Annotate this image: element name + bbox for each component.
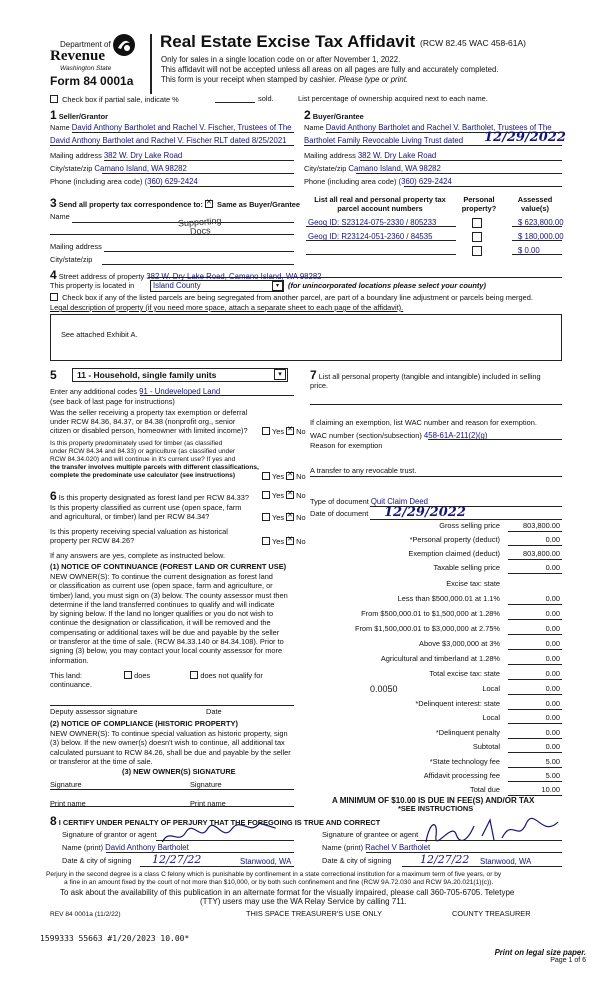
addl-codes-value[interactable]: 91 - Undeveloped Land: [139, 387, 221, 396]
exemption-value[interactable]: 803,800.00: [523, 549, 560, 558]
street-line: [148, 277, 562, 278]
tier1-label: Less than $500,000.01 at 1.1%: [397, 594, 500, 603]
sec6-q2-line2: and agricultural, or timber) land per RCW 84.34?: [50, 512, 210, 521]
seller-mail[interactable]: 382 W. Dry Lake Road: [103, 151, 183, 160]
personal-property-label: List all personal property (tangible and intangible) included in selling price.: [310, 372, 541, 391]
partial-sold-label: sold.: [258, 94, 274, 103]
sec5-q2-line5: complete the predominate use calculator (see instructions): [50, 472, 236, 479]
page-title: Real Estate Excise Tax Affidavit: [160, 32, 416, 51]
sec5-q1-line3: citizen or disabled person, homeowner with limited income)?: [50, 426, 248, 435]
notice-1-line: continue the designation or classification, it will be removed and the: [50, 618, 271, 628]
reason-label: Reason for exemption: [310, 441, 383, 450]
tier3-label: From $1,500,000.01 to $3,000,000 at 2.75%: [354, 624, 500, 633]
dept-line2: Revenue: [50, 48, 105, 64]
treasurer-use-only: THIS SPACE TREASURER'S USE ONLY: [246, 909, 383, 918]
grantor-date-line: [140, 866, 294, 867]
sec5-q2-no-checkbox[interactable]: [286, 472, 294, 480]
notice-2-line: or transferor at the time of sale.: [50, 756, 153, 766]
seller-city[interactable]: Camano Island, WA 98282: [94, 164, 187, 173]
proc-fee-label: Affidavit processing fee: [423, 771, 500, 780]
proc-fee-value[interactable]: 5.00: [545, 771, 560, 780]
subtotal-value[interactable]: 0.00: [545, 742, 560, 751]
segregated-checkbox[interactable]: [50, 293, 58, 301]
tier4-line: [508, 649, 562, 650]
sec5-q1-yes-checkbox[interactable]: [262, 427, 270, 435]
receipt-stamp: 1599333 55663 #1/20/2023 10.00*: [40, 934, 190, 943]
no-label: No: [296, 513, 306, 522]
notice-3-title: (3) NEW OWNER(S) SIGNATURE: [122, 767, 236, 776]
seller-heading: Seller/Grantor: [58, 112, 109, 121]
unincorporated-note: (for unincorporated locations please select your county): [288, 281, 486, 290]
sec5-q2-line1: Is this property predominately used for timber (as classified: [50, 440, 223, 447]
sec6-q3-yes-checkbox[interactable]: [262, 537, 270, 545]
seller-mail-label: Mailing address: [50, 151, 102, 160]
sec6-q2-answer: [262, 513, 306, 523]
ownership-note: List percentage of ownership acquired next to each name.: [298, 94, 488, 103]
corr-city-line: [102, 264, 294, 265]
tier1-value[interactable]: 0.00: [545, 594, 560, 603]
sec6-q2-yes-checkbox[interactable]: [262, 513, 270, 521]
grantee-name-label: Name (print): [322, 843, 364, 852]
grantor-date-label: Date & city of signing: [62, 856, 132, 865]
subtotal-line: [508, 752, 562, 753]
reason-line: [310, 476, 562, 477]
taxable-value[interactable]: 0.00: [545, 563, 560, 572]
parcel-value-3-line: [512, 254, 562, 255]
total-state-line: [508, 679, 562, 680]
delinq-local-line: [508, 723, 562, 724]
grantee-name[interactable]: Rachel V Bartholet: [365, 843, 431, 852]
buyer-mail-label: Mailing address: [304, 151, 356, 160]
county-select[interactable]: [150, 280, 284, 292]
sec6-q2-line1: Is this property classified as current use (open space, farm: [50, 503, 242, 512]
exemption-claim-label: If claiming an exemption, list WAC number and reason for exemption.: [310, 418, 537, 427]
parcel-1-personal-checkbox[interactable]: [472, 218, 482, 228]
taxable-label: Taxable selling price: [433, 563, 500, 572]
gross-value[interactable]: 803,800.00: [523, 521, 560, 530]
grantee-sig-line: [416, 840, 562, 841]
dept-line3: Washington State: [60, 65, 112, 72]
see-instructions: (see back of last page for instructions): [50, 397, 175, 406]
legal-description-label: Legal description of property (if you need more space, attach a separate sheet to each page of the affidavit).: [50, 303, 404, 312]
segregated-row: [50, 293, 533, 303]
county-treasurer: COUNTY TREASURER: [452, 909, 531, 918]
owner-print-line: [50, 806, 294, 807]
notice-1-line: by signing below. If the land no longer qualifies or you do not wish to: [50, 609, 274, 619]
sec5-q2-answer: [262, 472, 306, 482]
use-code-dropdown-icon[interactable]: ▾: [274, 369, 286, 380]
legal-paper-note: Print on legal size paper.: [494, 948, 586, 957]
proc-fee-line: [508, 781, 562, 782]
certify-text: I CERTIFY UNDER PENALTY OF PERJURY THAT THE FOREGOING IS TRUE AND CORRECT: [58, 818, 381, 827]
exemption-label: Exemption claimed (deduct): [408, 549, 500, 558]
partial-sale-label: Check box if partial sale, indicate %: [62, 95, 179, 104]
section-1-heading: 1 Seller/Grantor: [50, 108, 109, 122]
supporting-docs-stamp: Supporting Docs: [177, 215, 222, 237]
sec6-if-yes: If any answers are yes, complete as instructed below.: [50, 551, 225, 560]
delinq-interest-value[interactable]: 0.00: [545, 699, 560, 708]
section-8-certify: 8 I CERTIFY UNDER PENALTY OF PERJURY THAT THE FOREGOING IS TRUE AND CORRECT: [50, 814, 381, 828]
buyer-phone-label: Phone (including area code): [304, 177, 397, 186]
sec6-q1-no-checkbox[interactable]: [286, 491, 294, 499]
seller-phone-label: Phone (including area code): [50, 177, 143, 186]
tier4-value[interactable]: 0.00: [545, 639, 560, 648]
personal-deduct-label: *Personal property (deduct): [409, 535, 500, 544]
parcel-value-2[interactable]: $ 180,000.00: [518, 232, 564, 241]
sec6-q3-line1: Is this property receiving special valuation as historical: [50, 527, 228, 536]
parcel-id-3-line: [306, 254, 456, 255]
sec5-q1-no-checkbox[interactable]: [286, 427, 294, 435]
local-rate[interactable]: 0.0050: [370, 684, 398, 694]
sec6-q3-no-checkbox[interactable]: [286, 537, 294, 545]
notice-2-text: [50, 729, 291, 766]
section-3-heading: 3 Send all property tax correspondence to: ✕ Same as Buyer/Grantee: [50, 196, 300, 210]
no-label: No: [296, 537, 306, 546]
agri-label: Agricultural and timberland at 1.28%: [380, 654, 500, 663]
seller-name-2[interactable]: David Anthony Bartholet and Rachel V. Fischer RLT dated 8/25/2021: [50, 136, 287, 145]
parcels-header-3: Assessed value(s): [517, 195, 553, 213]
sec6-q1-answer: [262, 491, 306, 501]
does-not-qualify-checkbox[interactable]: [190, 671, 198, 679]
sec6-q3-answer: [262, 537, 306, 547]
notice-2-title: (2) NOTICE OF COMPLIANCE (HISTORIC PROPERTY): [50, 719, 238, 728]
doc-date-value[interactable]: 12/29/2022: [384, 505, 466, 520]
sec6-q1-yes-checkbox[interactable]: [262, 491, 270, 499]
doc-date-line: [370, 519, 562, 520]
total-due-value[interactable]: 10.00: [541, 785, 560, 794]
sec5-q2-yes-checkbox[interactable]: [262, 472, 270, 480]
dept-line1: Department of: [60, 40, 111, 49]
notice-1-title: (1) NOTICE OF CONTINUANCE (FOREST LAND OR CURRENT USE): [50, 562, 287, 571]
parcel-3-personal-checkbox[interactable]: [472, 246, 482, 256]
yes-label: Yes: [272, 537, 285, 546]
addl-codes-line: [140, 395, 294, 396]
notice-1-line: or classification as current use (open space, farm and agriculture, or: [50, 581, 273, 591]
buyer-name-label: Name: [304, 123, 324, 132]
reason-value[interactable]: A transfer to any revocable trust.: [310, 466, 417, 475]
tech-fee-value[interactable]: 5.00: [545, 757, 560, 766]
does-qualify-checkbox[interactable]: [124, 671, 132, 679]
seller-name-line: [72, 132, 294, 133]
addl-codes-label: Enter any additional codes: [50, 387, 138, 396]
total-state-label: Total excise tax: state: [429, 669, 500, 678]
same-as-buyer-label: Same as Buyer/Grantee: [217, 200, 301, 209]
parcels-header-1: List all real and personal property tax parcel account numbers: [314, 195, 446, 213]
grantee-signature[interactable]: [422, 816, 562, 849]
grantor-sig-line: [156, 840, 294, 841]
delinq-local-label: Local: [482, 713, 500, 722]
section-2-heading: 2 Buyer/Grantee: [304, 108, 364, 122]
sec5-q1-line2: under RCW 84.36, 84.37, or 84.38 (nonprofit org., senior: [50, 417, 236, 426]
notice-2-line: (3) below. If the new owner(s) doesn't wish to continue, all additional tax: [50, 738, 285, 748]
corr-city-label: City/state/zip: [50, 255, 93, 264]
buyer-heading: Buyer/Grantee: [312, 112, 364, 121]
owner-signature-label-2: Signature: [190, 780, 222, 789]
notice-1-line: signing (3) below, you may contact your local county assessor for more: [50, 646, 283, 656]
header-note-3-text: This form is your receipt when stamped by cashier.: [161, 75, 337, 84]
wac-value[interactable]: 458-61A-211(2)(g): [423, 431, 488, 440]
grantor-date[interactable]: 12/27/22: [152, 853, 202, 866]
personal-property-line-1: [310, 404, 562, 405]
grantee-date[interactable]: 12/27/22: [420, 853, 470, 866]
wac-label: WAC number (section/subsection): [310, 431, 422, 440]
deputy-signature-label: Deputy assessor signature: [50, 707, 138, 716]
personal-line: [508, 545, 562, 546]
personal-deduct-value[interactable]: 0.00: [545, 535, 560, 544]
grantor-sig-label: Signature of grantor or agent: [62, 830, 157, 839]
seller-phone[interactable]: (360) 629-2424: [144, 177, 198, 186]
revision-code: REV 84 0001a (11/2/22): [50, 911, 121, 918]
parcel-2-personal-checkbox[interactable]: [472, 232, 482, 242]
buyer-city-label: City/state/zip: [304, 164, 347, 173]
yes-label: Yes: [272, 513, 285, 522]
buyer-name2-line: [304, 145, 562, 146]
sec5-q2-line4: the transfer involves multiple parcels with different classifications,: [50, 464, 259, 471]
seller-phone-line: [150, 186, 294, 187]
penalty-label: *Delinquent penalty: [435, 728, 500, 737]
located-label: This property is located in: [50, 281, 135, 290]
this-land-label: This land:: [50, 671, 83, 680]
wac-line: [428, 439, 562, 440]
county-value: Island County: [153, 281, 201, 290]
deputy-sig-line: [50, 705, 294, 706]
owner-sig-line: [50, 789, 294, 790]
subtotal-label: Subtotal: [472, 742, 500, 751]
use-code-select[interactable]: [72, 368, 288, 382]
parcel-id-2-line: [306, 240, 456, 241]
page-number: Page 1 of 6: [550, 957, 586, 964]
notice-1-text: [50, 572, 288, 665]
excise-state-label: Excise tax: state: [446, 579, 500, 588]
taxable-line: [508, 573, 562, 574]
buyer-mail[interactable]: 382 W. Dry Lake Road: [357, 151, 437, 160]
buyer-trust-date[interactable]: 12/29/2022: [484, 130, 566, 145]
sec5-q1-answer: [262, 427, 306, 437]
grantor-name-label: Name (print): [62, 843, 104, 852]
availability-line-1: To ask about the availability of this publication in an alternate format for the visually impaired, please call 360-705-6705. Teletype: [60, 888, 515, 897]
section-5-number: 5: [50, 368, 57, 382]
corr-mail-line: [104, 251, 294, 252]
notice-1-line: information.: [50, 655, 89, 665]
agri-value[interactable]: 0.00: [545, 654, 560, 663]
delinq-interest-label: *Delinquent interest: state: [415, 699, 500, 708]
local-label: Local: [482, 684, 500, 693]
notice-2-line: calculated pursuant to RCW 84.26, shall be due and payable by the seller: [50, 747, 291, 757]
correspondence-heading: Send all property tax correspondence to:: [58, 200, 203, 209]
seller-mail-line: [104, 160, 294, 161]
notice-1-line: compensating or additional taxes will be due and payable by the seller: [50, 627, 280, 637]
local-value[interactable]: 0.00: [545, 684, 560, 693]
buyer-city[interactable]: Camano Island, WA 98282: [348, 164, 441, 173]
gross-label: Gross selling price: [439, 521, 500, 530]
owner-print-label-1: Print name: [50, 799, 86, 808]
parcel-id-2[interactable]: Geog ID: R23124-051-2360 / 84535: [308, 232, 433, 241]
yes-label: Yes: [272, 491, 285, 500]
parcel-value-3[interactable]: $ 0.00: [518, 246, 540, 255]
legal-description-text: See attached Exhibit A.: [61, 330, 138, 339]
tier4-label: Above $3,000,000 at 3%: [419, 639, 500, 648]
grantee-city[interactable]: Stanwood, WA: [480, 857, 532, 866]
header-note-3: [161, 75, 408, 84]
section-7-row: 7 List all personal property (tangible and intangible) included in selling price.: [310, 368, 541, 391]
see-instructions-note: *SEE INSTRUCTIONS: [398, 804, 474, 813]
header-note-2: This affidavit will not be accepted unless all areas on all pages are fully and accurately completed.: [161, 65, 499, 74]
doc-type-value[interactable]: Quit Claim Deed: [370, 497, 429, 506]
tier2-value[interactable]: 0.00: [545, 609, 560, 618]
deputy-date-label: Date: [206, 707, 222, 716]
segregated-label: Check box if any of the listed parcels are being segregated from another parcel, are part of a boundary line adjustment or parcels being merged.: [62, 293, 533, 302]
legal-description-box[interactable]: [50, 314, 562, 361]
notice-1-line: NEW OWNER(S): To continue the current designation as forest land: [50, 572, 273, 581]
tier1-line: [508, 604, 562, 605]
does-not-label: does not qualify for: [200, 671, 263, 680]
owner-print-label-2: Print name: [190, 799, 226, 808]
delinq-local-value[interactable]: 0.00: [545, 713, 560, 722]
yes-label: Yes: [272, 472, 285, 481]
no-label: No: [296, 472, 306, 481]
street-label: Street address of property: [58, 272, 145, 281]
buyer-phone[interactable]: (360) 629-2424: [398, 177, 452, 186]
use-code-value: 11 - Household, single family units: [77, 370, 217, 380]
total-due-label: Total due: [470, 785, 500, 794]
agri-line: [508, 664, 562, 665]
sec5-q1-line1: Was the seller receiving a property tax exemption or deferral: [50, 408, 248, 417]
doc-type-label: Type of document: [310, 497, 369, 506]
notice-2-line: NEW OWNER(S): To continue special valuation as historic property, sign: [50, 729, 288, 738]
continuance-label: continuance.: [50, 680, 92, 689]
buyer-name-1[interactable]: David Anthony Bartholet and Rachel V. Bartholet, Trustees of The: [325, 123, 552, 132]
county-dropdown-icon[interactable]: ▾: [272, 281, 283, 291]
notice-1-line: or transferor at the time of sale. (RCW 84.33.140 or 84.34.108). Prior to: [50, 637, 284, 647]
sec6-q1-row: 6 Is this property designated as forest land per RCW 84.33?: [50, 489, 249, 503]
total-state-value[interactable]: 0.00: [545, 669, 560, 678]
penalty-value[interactable]: 0.00: [545, 728, 560, 737]
sec5-q2-line2: under RCW 84.34 and 84.33) or agriculture (as classified under: [50, 448, 236, 455]
does-label: does: [134, 671, 151, 680]
sec5-q2-line3: RCW 84.34.020) and will continue in it's current use? If yes and: [50, 456, 236, 463]
parcels-header-2: Personal property?: [461, 195, 497, 213]
grantee-date-label: Date & city of signing: [322, 856, 392, 865]
form-number: Form 84 0001a: [50, 74, 134, 88]
delinq-interest-line: [508, 709, 562, 710]
header-note-3-emphasis: Please type or print.: [338, 75, 409, 84]
seller-city-line: [102, 173, 294, 174]
corr-name2-line: [50, 234, 294, 235]
tier3-value[interactable]: 0.00: [545, 624, 560, 633]
parcel-id-1[interactable]: Geoq ID: S23124-075-2330 / 805233: [308, 218, 437, 227]
perjury-line-1: Perjury in the second degree is a class C felony which is punishable by confinement in a state correctional institution for a maximum term of five years, or by: [46, 871, 502, 878]
tier3-line: [508, 634, 562, 635]
header-divider: [150, 34, 152, 94]
partial-sale-row: [50, 95, 179, 105]
perjury-line-2: a fine in an amount fixed by the court of not more than $10,000, or by both such confinement and fine (RCW 9A.72.030 and RCW 9A.20.021(1)(c)).: [64, 879, 494, 886]
tech-fee-label: *State technology fee: [429, 757, 500, 766]
availability-line-2: (TTY) users may use the WA Relay Service by calling 711.: [200, 897, 407, 906]
buyer-city-line: [356, 173, 562, 174]
gross-line: [508, 531, 562, 532]
no-label: No: [296, 491, 306, 500]
sec6-q2-no-checkbox[interactable]: [286, 513, 294, 521]
notice-1-line: determine if the land transferred continues to qualify and will indicate: [50, 599, 275, 609]
tech-fee-line: [508, 767, 562, 768]
minimum-notice: A MINIMUM OF $10.00 IS DUE IN FEE(S) AND/OR TAX: [332, 796, 535, 805]
buyer-phone-line: [404, 186, 562, 187]
local-line: [508, 694, 562, 695]
grantor-name[interactable]: David Anthony Bartholet: [105, 843, 189, 852]
doc-date-label: Date of document: [310, 509, 369, 518]
owner-signature-label-1: Signature: [50, 780, 82, 789]
seller-name2-line: [50, 145, 294, 146]
section-4-street-row: 4 Street address of property 382 W. Dry Lake Road, Camano Island, WA 98282: [50, 268, 322, 282]
seller-name-label: Name: [50, 123, 70, 132]
seller-city-label: City/state/zip: [50, 164, 93, 173]
parcel-value-2-line: [512, 240, 562, 241]
seller-name-1[interactable]: David Anthony Bartholet and Rachel V. Fischer, Trustees of The: [71, 123, 292, 132]
parcel-value-1-line: [512, 226, 562, 227]
yes-label: Yes: [272, 427, 285, 436]
parcel-value-1[interactable]: $ 623,800.00: [518, 218, 564, 227]
no-label: No: [296, 427, 306, 436]
tier2-line: [508, 619, 562, 620]
sec6-q1: Is this property designated as forest land per RCW 84.33?: [58, 493, 249, 502]
partial-percent-line: [215, 102, 255, 103]
sec6-q3-line2: property per RCW 84.26?: [50, 536, 135, 545]
notice-1-line: timber) land, you must sign on (3) below. The county assessor must then: [50, 590, 288, 600]
property-street[interactable]: 382 W. Dry Lake Road, Camano Island, WA 98282: [146, 272, 322, 281]
header-note-1: Only for sales in a single location code on or after November 1, 2022.: [161, 55, 401, 64]
same-as-buyer-checkbox[interactable]: [205, 200, 213, 208]
rcw-reference: (RCW 82.45 WAC 458-61A): [420, 38, 526, 48]
corr-mail-label: Mailing address: [50, 242, 102, 251]
dor-logo-icon: [112, 33, 136, 57]
grantee-date-line: [402, 866, 562, 867]
exemption-line: [508, 559, 562, 560]
buyer-name-2[interactable]: Bartholet Family Revocable Living Trust dated: [304, 136, 464, 145]
grantor-city[interactable]: Stanwood, WA: [240, 857, 292, 866]
corr-name-label: Name: [50, 212, 70, 221]
grantee-sig-label: Signature of grantee or agent: [322, 830, 419, 839]
buyer-mail-line: [360, 160, 562, 161]
parcel-id-1-line: [306, 226, 456, 227]
tier2-label: From $500,000.01 to $1,500,000 at 1.28%: [361, 609, 500, 618]
penalty-line: [508, 738, 562, 739]
partial-sale-checkbox[interactable]: [50, 95, 58, 103]
